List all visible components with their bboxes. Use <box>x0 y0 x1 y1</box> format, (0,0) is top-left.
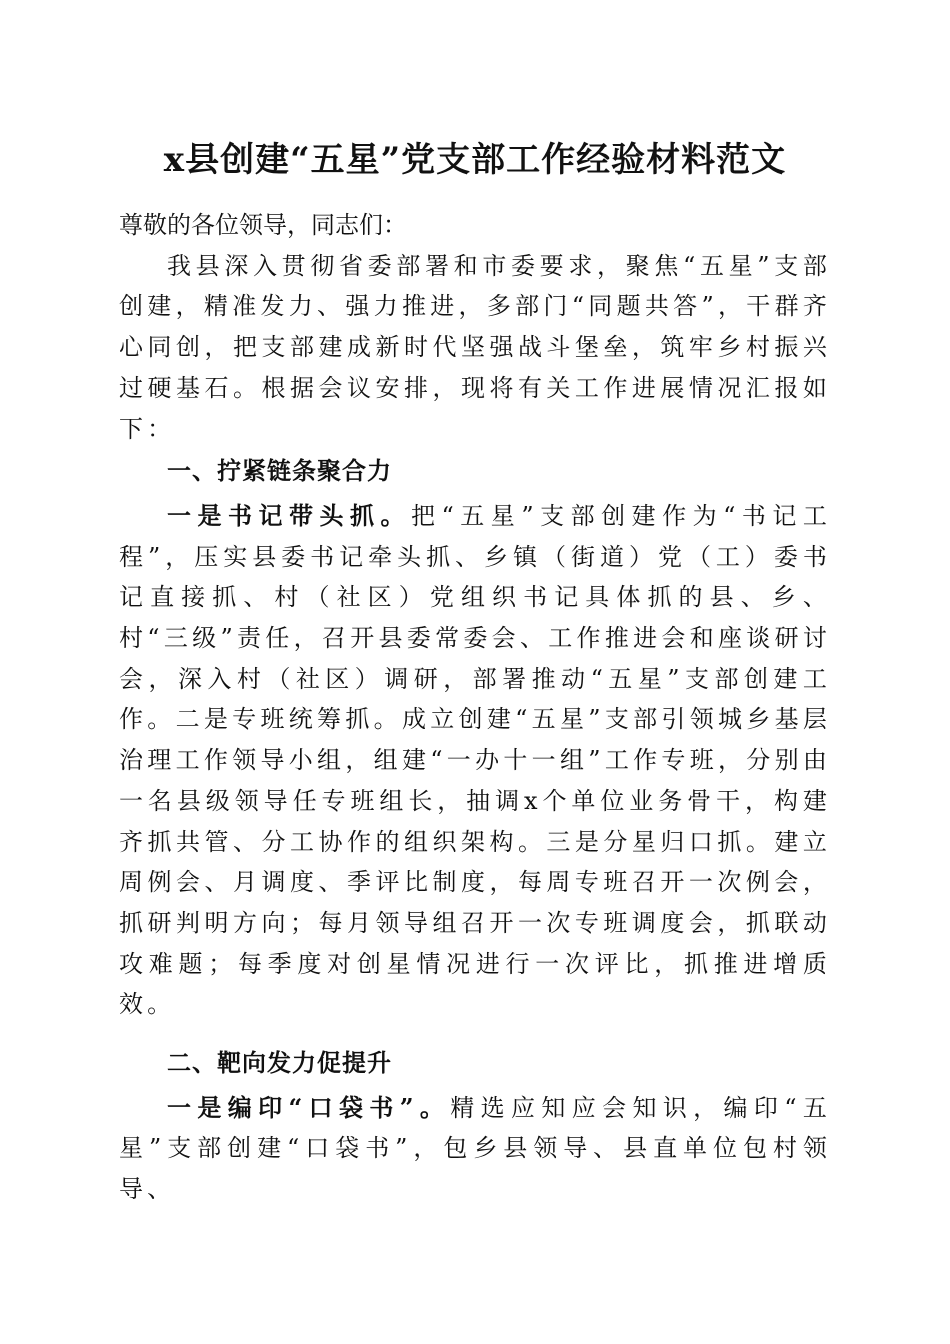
section-2-lead: 一是编印“口袋书”。 <box>167 1092 451 1122</box>
section-1-heading: 一、拧紧链条聚合力 <box>167 457 392 486</box>
section-2-heading: 二、靶向发力促提升 <box>167 1049 392 1078</box>
section-2-paragraph <box>119 1088 831 1210</box>
section-1-lead: 一是书记带头抓。 <box>167 500 412 530</box>
intro-paragraph: 我县深入贯彻省委部署和市委要求，聚焦“五星”支部创建，精准发力、强力推进，多部门“同题共答”，干群齐心同创，把支部建成新时代坚强战斗堡垒，筑牢乡村振兴过硬基石。根据会议安排，现将有关工作进展情况汇报如下： <box>119 251 831 443</box>
document-body <box>119 205 831 1210</box>
section-1-paragraph <box>119 496 831 1025</box>
section-1-text: 把“五星”支部创建作为“书记工程”，压实县委书记牵头抓、乡镇（街道）党（工）委书记直接抓、村（社区）党组织书记具体抓的县、乡、村“三级”责任，召开县委常委会、工作推进会和座谈研讨会，深入村（社区）调研，部署推动“五星”支部创建工作。二是专班统筹抓。成立创建“五星”支部引领城乡基层治理工作领导小组，组建“一办十一组”工作专班，分别由一名县级领导任专班组长，抽调x个单位业务骨干，构建齐抓共管、分工协作的组织架构。三是分星归口抓。建立周例会、月调度、季评比制度，每周专班召开一次例会，抓研判明方向；每月领导组召开一次专班调度会，抓联动攻难题；每季度对创星情况进行一次评比，抓推进增质效。 <box>119 501 831 1019</box>
salutation: 尊敬的各位领导，同志们： <box>119 211 407 239</box>
document-title: x县创建“五星”党支部工作经验材料范文 <box>163 140 787 180</box>
section-2-text: 精选应知应会知识，编印“五星”支部创建“口袋书”，包乡县领导、县直单位包村领导、 <box>119 1093 832 1204</box>
